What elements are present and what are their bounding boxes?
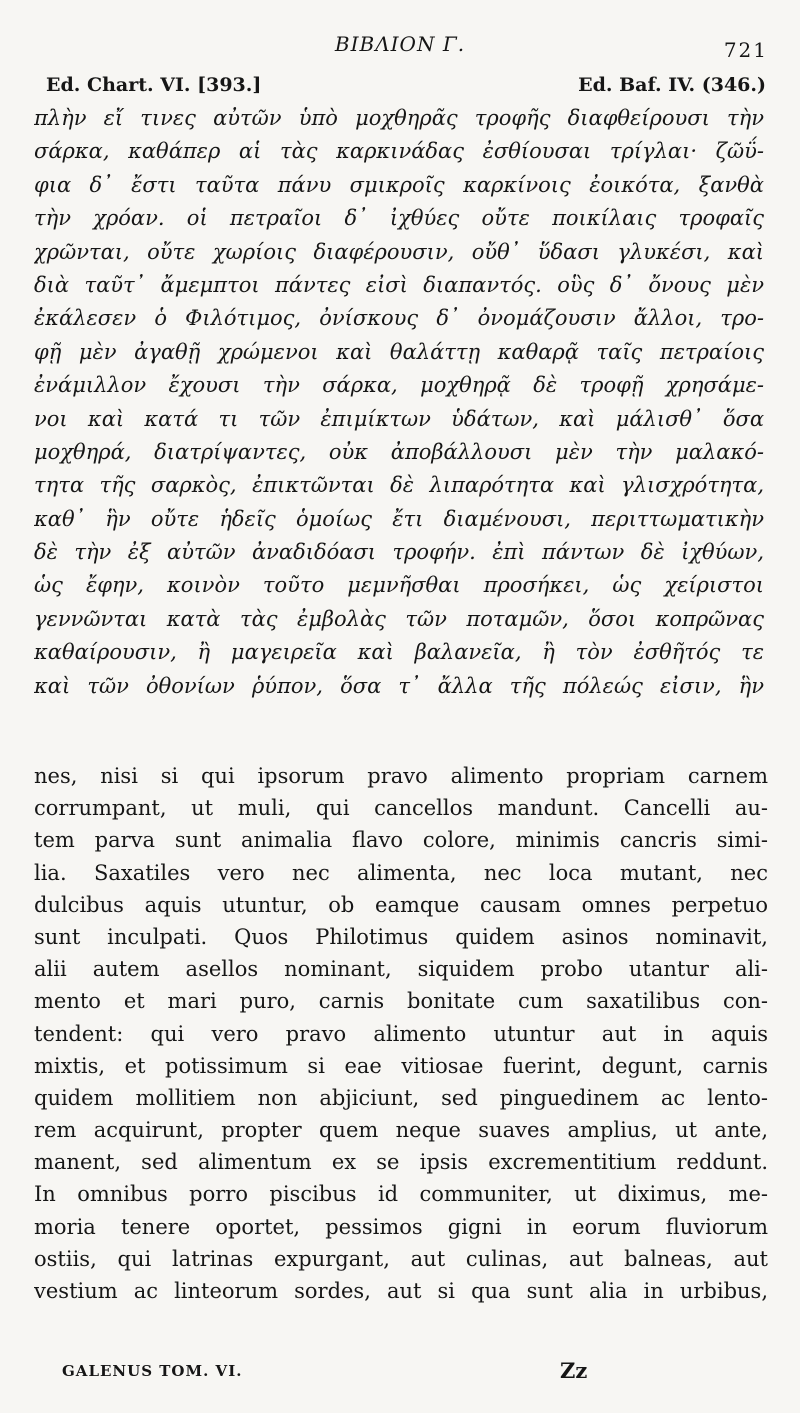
greek-text-line: ἐκάλεσεν ὁ Φιλότιμος, ὀνίσκους δ᾽ ὀνομάζουσιν ἄλλοι, τρο- <box>34 306 764 331</box>
latin-text-line: quidem mollitiem non abjiciunt, sed pinguedinem ac lento- <box>34 1085 768 1110</box>
latin-text-line: rem acquirunt, propter quem neque suaves amplius, ut ante, <box>34 1118 768 1143</box>
latin-text-line: alii autem asellos nominant, siquidem probo utantur ali- <box>34 957 768 982</box>
greek-text-line: νοι καὶ κατά τι τῶν ἐπιμίκτων ὑδάτων, καὶ μάλισθ᾽ ὅσα <box>34 406 764 431</box>
greek-text-line: χρῶνται, οὔτε χωρίοις διαφέρουσιν, οὔθ᾽ ὕδασι γλυκέσι, καὶ <box>34 239 764 264</box>
edition-reference-chartier: Ed. Chart. VI. [393.] <box>46 74 262 96</box>
greek-text-line: διὰ ταῦτ᾽ ἄμεμπτοι πάντες εἰσὶ διαπαντός. οὓς δ᾽ ὄνους μὲν <box>34 272 764 297</box>
latin-text-line: manent, sed alimentum ex se ipsis excrementitium reddunt. <box>34 1150 768 1175</box>
greek-text-line: τὴν χρόαν. οἱ πετραῖοι δ᾽ ἰχθύες οὔτε ποικίλαις τροφαῖς <box>34 206 764 231</box>
latin-text-line: corrumpant, ut muli, qui cancellos mandunt. Cancelli au- <box>34 796 768 821</box>
latin-text-line: nes, nisi si qui ipsorum pravo alimento propriam carnem <box>34 764 768 788</box>
edition-reference-basel: Ed. Baf. IV. (346.) <box>578 74 766 96</box>
greek-text-line: πλὴν εἴ τινες αὐτῶν ὑπὸ μοχθηρᾶς τροφῆς διαφθείρουσι τὴν <box>34 106 764 130</box>
greek-text-line: ἐνάμιλλον ἔχουσι τὴν σάρκα, μοχθηρᾷ δὲ τροφῇ χρησάμε- <box>34 373 764 398</box>
latin-text-line: lia. Saxatiles vero nec alimenta, nec loca mutant, nec <box>34 860 768 885</box>
latin-text-line: sunt inculpati. Quos Philotimus quidem asinos nominavit, <box>34 924 768 949</box>
greek-text-line: φια δ᾽ ἔστι ταῦτα πάνυ σμικροῖς καρκίνοις ἐοικότα, ξανθὰ <box>34 172 764 197</box>
greek-text-line: ὡς ἔφην, κοινὸν τοῦτο μεμνῆσθαι προσήκει, ὡς χείριστοι <box>34 573 764 598</box>
greek-text-line: γεννῶνται κατὰ τὰς ἐμβολὰς τῶν ποταμῶν, ὅσοι κοπρῶνας <box>34 606 764 631</box>
latin-text-line: moria tenere oportet, pessimos gigni in eorum fluviorum <box>34 1214 768 1239</box>
latin-text-block <box>34 760 768 1307</box>
latin-text-line: mixtis, et potissimum si eae vitiosae fuerint, degunt, carnis <box>34 1053 768 1078</box>
greek-text-line: καθ᾽ ἣν οὔτε ἡδεῖς ὁμοίως ἔτι διαμένουσι, περιττωματικὴν <box>34 506 764 531</box>
latin-text-line: tem parva sunt animalia flavo colore, minimis cancris simi- <box>34 828 768 853</box>
greek-text-block <box>34 102 764 703</box>
greek-text-line: σάρκα, καθάπερ αἱ τὰς καρκινάδας ἐσθίουσαι τρίγλαι· ζῶΰ- <box>34 139 764 164</box>
latin-text-line: In omnibus porro piscibus id communiter, ut diximus, me- <box>34 1182 768 1207</box>
greek-text-line: φῇ μὲν ἀγαθῇ χρώμενοι καὶ θαλάττῃ καθαρᾷ ταῖς πετραίοις <box>34 339 764 364</box>
volume-signature: GALENUS TOM. VI. <box>62 1362 243 1380</box>
book-title: ΒΙΒΛΙΟΝ Γ. <box>334 32 466 56</box>
greek-text-line: καὶ τῶν ὀθονίων ῥύπον, ὅσα τ᾽ ἄλλα τῆς πόλεώς εἰσιν, ἣν <box>34 673 764 698</box>
page-footer <box>62 1358 742 1388</box>
latin-text-line: tendent: qui vero pravo alimento utuntur aut in aquis <box>34 1021 768 1046</box>
greek-text-line: καθαίρουσιν, ἢ μαγειρεῖα καὶ βαλανεῖα, ἢ τὸν ἐσθῆτός τε <box>34 640 764 665</box>
edition-references <box>46 74 766 102</box>
latin-text-line: mento et mari puro, carnis bonitate cum saxatilibus con- <box>34 989 768 1014</box>
greek-text-line: μοχθηρά, διατρίψαντες, οὐκ ἀποβάλλουσι μὲν τὴν μαλακό- <box>34 439 764 464</box>
running-head <box>0 32 800 62</box>
page-number: 721 <box>723 38 768 62</box>
latin-text-line: dulcibus aquis utuntur, ob eamque causam omnes perpetuo <box>34 892 768 917</box>
greek-text-line: τητα τῆς σαρκὸς, ἐπικτῶνται δὲ λιπαρότητα καὶ γλισχρότητα, <box>34 473 764 498</box>
latin-text-line: ostiis, qui latrinas expurgant, aut culinas, aut balneas, aut <box>34 1246 768 1271</box>
gathering-mark: Zz <box>560 1358 588 1383</box>
greek-text-line: δὲ τὴν ἐξ αὐτῶν ἀναδιδόασι τροφήν. ἐπὶ πάντων δὲ ἰχθύων, <box>34 540 764 565</box>
latin-text-line: vestium ac linteorum sordes, aut si qua sunt alia in urbibus, <box>34 1279 768 1303</box>
